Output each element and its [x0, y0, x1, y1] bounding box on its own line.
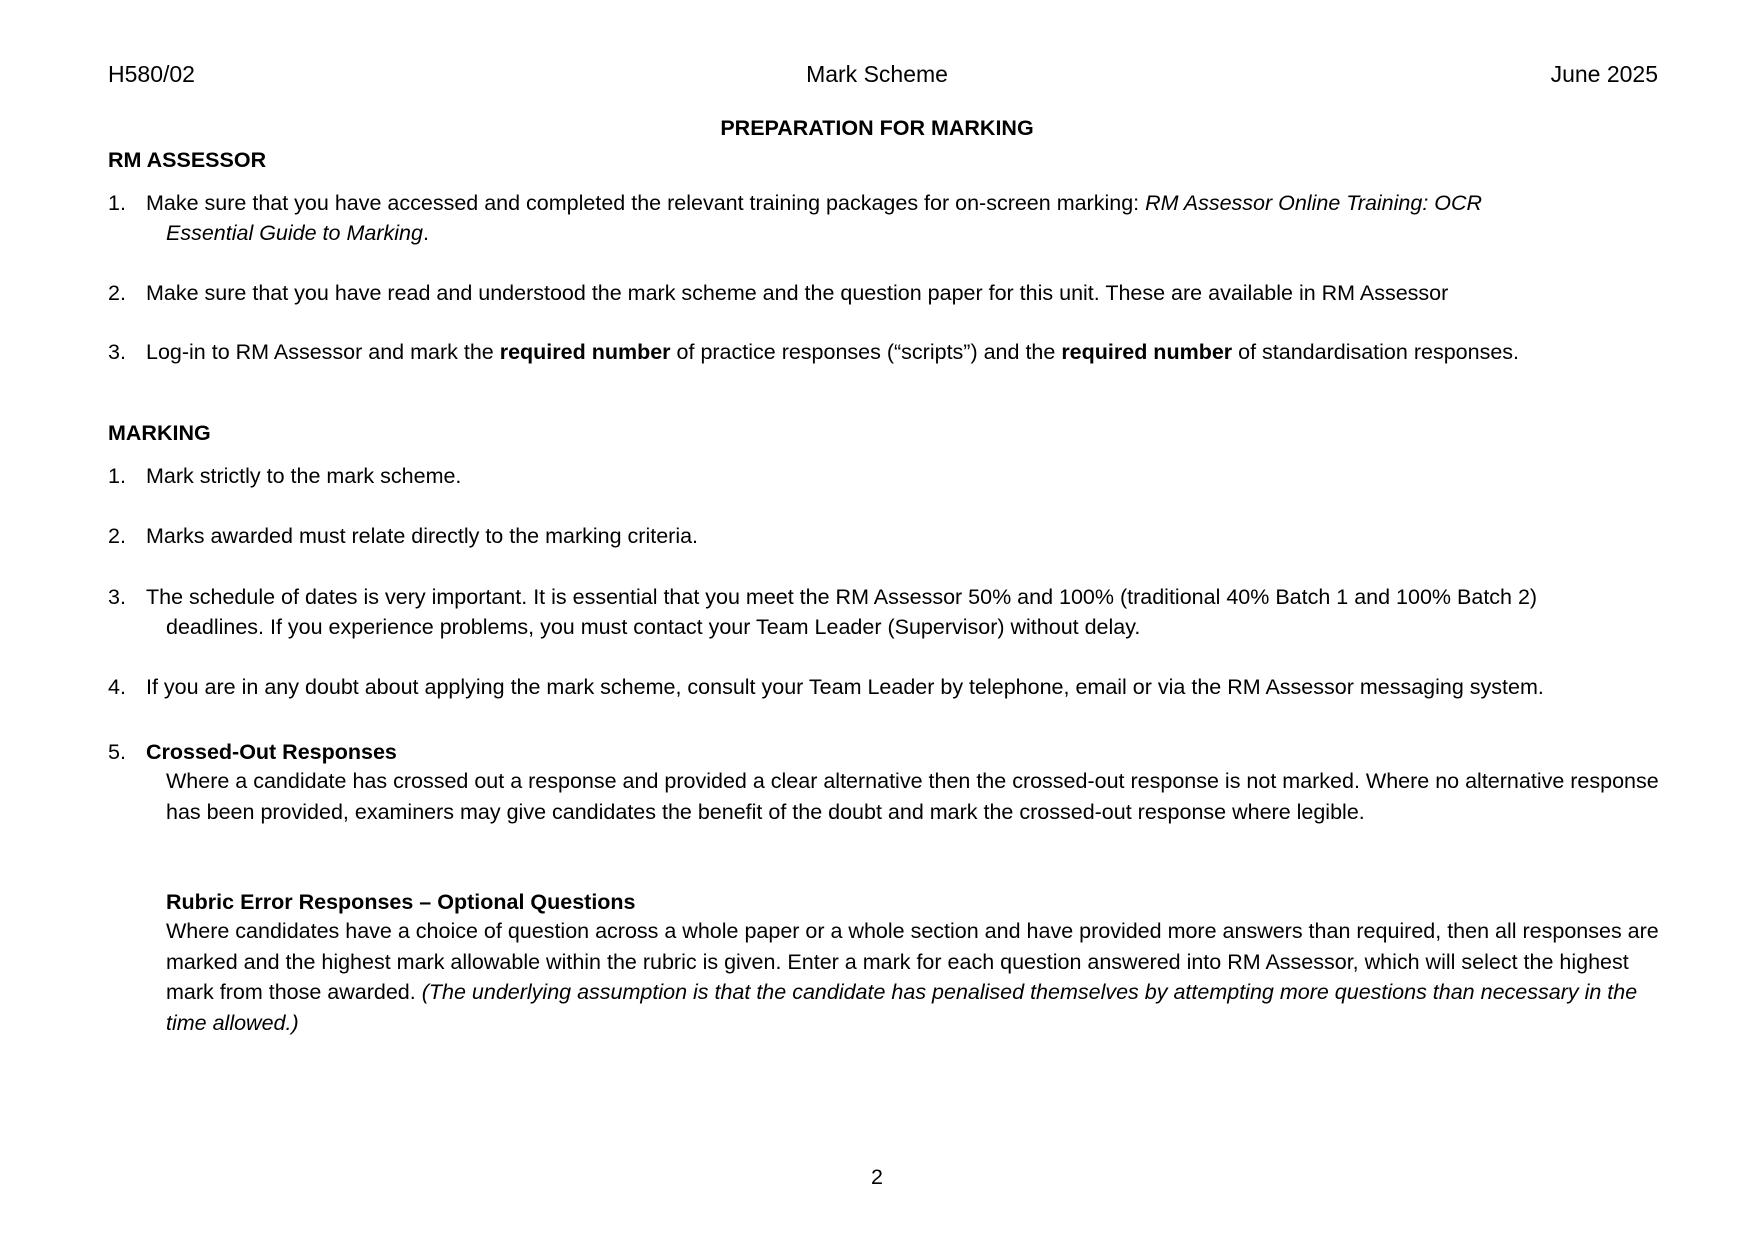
item-number: 3. [108, 585, 126, 609]
crossed-out-heading: Crossed-Out Responses [146, 740, 397, 764]
rubric-heading-text: Rubric Error Responses – Optional Questions [166, 890, 636, 914]
rm-assessor-item-1-lines [108, 188, 1668, 248]
item-number: 4. [108, 675, 126, 699]
crossed-out-text: Where a candidate has crossed out a response and provided a clear alternative then the crossed-out response is not marked. Where no alternative response has been provided, examiners may give candidates the benefit of the doubt and mark the crossed-out response where legible. [166, 769, 1659, 824]
marking-item-5 [108, 737, 1668, 767]
item-text-line2: deadlines. If you experience problems, you must contact your Team Leader (Supervisor) without delay. [166, 615, 1141, 639]
marking-heading: MARKING [108, 421, 211, 445]
rubric-text [166, 916, 1666, 1038]
item-text: Make sure that you have read and understood the mark scheme and the question paper for this unit. These are available in RM Assessor [146, 281, 1449, 305]
item-number: 5. [108, 740, 126, 764]
page-number: 2 [871, 1165, 883, 1189]
marking-item-3 [108, 582, 1668, 642]
marking-item-1 [108, 461, 1668, 491]
item-text: of standardisation responses. [1232, 340, 1519, 364]
item-number: 2. [108, 524, 126, 548]
rm-assessor-item-2 [108, 278, 1668, 308]
rm-assessor-heading: RM ASSESSOR [108, 148, 267, 172]
item-text-line1: The schedule of dates is very important. It is essential that you meet the RM Assessor 50% and 100% (traditional 40% Batch 1 and 100% Batch 2) [146, 585, 1538, 609]
header-date: June 2025 [1550, 61, 1658, 87]
item-number: 1. [108, 191, 126, 215]
item-text: of practice responses (“scripts”) and the [670, 340, 1062, 364]
item-italic-line2: Essential Guide to Marking [166, 221, 423, 245]
item-end: . [422, 221, 429, 245]
marking-item-4 [108, 672, 1668, 702]
item-text: Marks awarded must relate directly to the marking criteria. [146, 524, 699, 548]
item-text: Mark strictly to the mark scheme. [146, 464, 462, 488]
item-italic-line1: RM Assessor Online Training: OCR [1145, 191, 1483, 215]
item-bold: required number [499, 340, 671, 364]
item-text: Log-in to RM Assessor and mark the [146, 340, 500, 364]
rubric-heading [166, 887, 1666, 918]
item-number: 2. [108, 281, 126, 305]
item-number: 3. [108, 340, 126, 364]
marking-item-2 [108, 521, 1668, 551]
rubric-body: Where candidates have a choice of question across a whole paper or a whole section and have provided more answers than required, then all responses are marked and the highest mark allowable within the rubric is given. Enter a mark for each question answered into RM Assessor, which will select the highest mark from those awarded. [166, 919, 1659, 1004]
item-bold: required number [1061, 340, 1233, 364]
paper-code: H580/02 [108, 61, 195, 87]
rubric-italic: (The underlying assumption is that the candidate has penalised themselves by attempting more questions than necessary in the time allowed.) [166, 980, 1638, 1035]
rm-assessor-item-3 [108, 337, 1668, 367]
item-text-line: Make sure that you have accessed and completed the relevant training packages for on-screen marking: [146, 191, 1146, 215]
item-number: 1. [108, 464, 126, 488]
header-title: Mark Scheme [806, 61, 948, 87]
item-text: If you are in any doubt about applying the mark scheme, consult your Team Leader by telephone, email or via the RM Assessor messaging system. [146, 675, 1544, 699]
page-title: PREPARATION FOR MARKING [720, 116, 1034, 140]
